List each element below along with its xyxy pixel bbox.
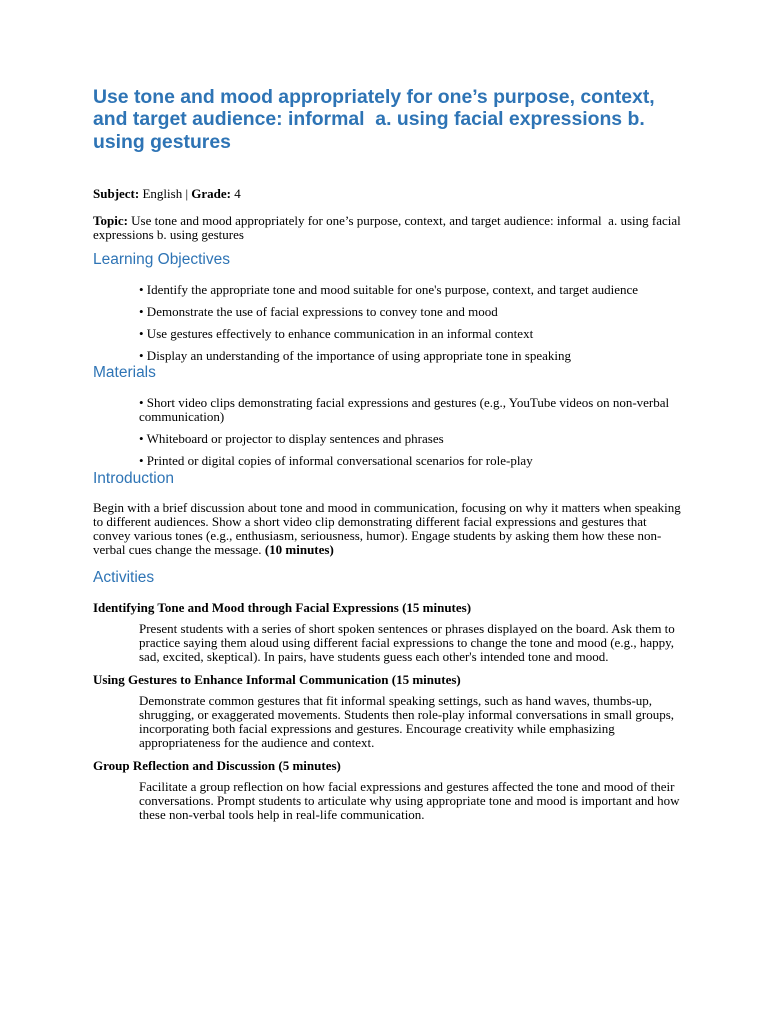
objective-item: • Display an understanding of the importance of using appropriate tone in speaking [139, 347, 571, 363]
activity-title: Group Reflection and Discussion (5 minutes) [93, 757, 341, 773]
activity-body: Facilitate a group reflection on how facial expressions and gestures affected the tone and mood of their conversations. Prompt students to articulate why using appropriate tone and mood is important and how these non-verbal tools help in real-life communication. [139, 778, 680, 822]
introduction-body: Begin with a brief discussion about tone and mood in communication, focusing on why it matters when speaking to different audiences. Show a short video clip demonstrating different facial expressions and gestures that convey various tones (e.g., enthusiasm, seriousness, humor). Engage students by asking them how these non-verbal cues change the message. [93, 499, 685, 557]
lesson-plan-page [93, 86, 683, 822]
grade-value: 4 [231, 185, 241, 201]
material-item: • Short video clips demonstrating facial expressions and gestures (e.g., YouTube videos on non-verbal communication) [139, 394, 673, 424]
page-title: Use tone and mood appropriately for one’s purpose, context, and target audience: informal a. using facial expressions b. using gestures [93, 86, 661, 153]
activity-title: Identifying Tone and Mood through Facial Expressions (15 minutes) [93, 599, 472, 615]
topic-line [93, 214, 683, 242]
materials-list [93, 396, 683, 468]
material-item: • Whiteboard or projector to display sentences and phrases [139, 430, 444, 446]
subject-value: English | [139, 185, 192, 201]
topic-value: Use tone and mood appropriately for one’s purpose, context, and target audience: informal a. using facial expressions b. using gestures [93, 212, 684, 242]
objective-item: • Demonstrate the use of facial expressions to convey tone and mood [139, 303, 498, 319]
grade-label: Grade: [191, 185, 232, 201]
introduction-heading: Introduction [93, 469, 174, 487]
objective-item: • Identify the appropriate tone and mood suitable for one's purpose, context, and target audience [139, 281, 639, 297]
introduction-text [93, 501, 683, 557]
materials-heading: Materials [93, 363, 156, 381]
material-item: • Printed or digital copies of informal conversational scenarios for role-play [139, 452, 533, 468]
introduction-time: (10 minutes) [264, 541, 334, 557]
activity-body: Present students with a series of short spoken sentences or phrases displayed on the board. Ask them to practice saying them aloud using different facial expressions to change the tone and mood (e.g., happy, sad, excited, skeptical). In pairs, have students guess each other's intended tone and mood. [139, 620, 675, 664]
subject-grade-line [93, 187, 683, 201]
topic-label: Topic: [93, 212, 128, 228]
subject-label: Subject: [93, 185, 140, 201]
objectives-list [93, 283, 683, 363]
activity-body: Demonstrate common gestures that fit informal speaking settings, such as hand waves, thumbs-up, shrugging, or exaggerated movements. Students then role-play informal conversations in small groups, incorporating both facial expressions and gestures. Encourage creativity while emphasizing appropriateness for the audience and context. [139, 692, 675, 750]
objectives-heading: Learning Objectives [93, 250, 230, 268]
activity-title: Using Gestures to Enhance Informal Communication (15 minutes) [93, 671, 461, 687]
objective-item: • Use gestures effectively to enhance communication in an informal context [139, 325, 534, 341]
activities-heading: Activities [93, 568, 155, 586]
